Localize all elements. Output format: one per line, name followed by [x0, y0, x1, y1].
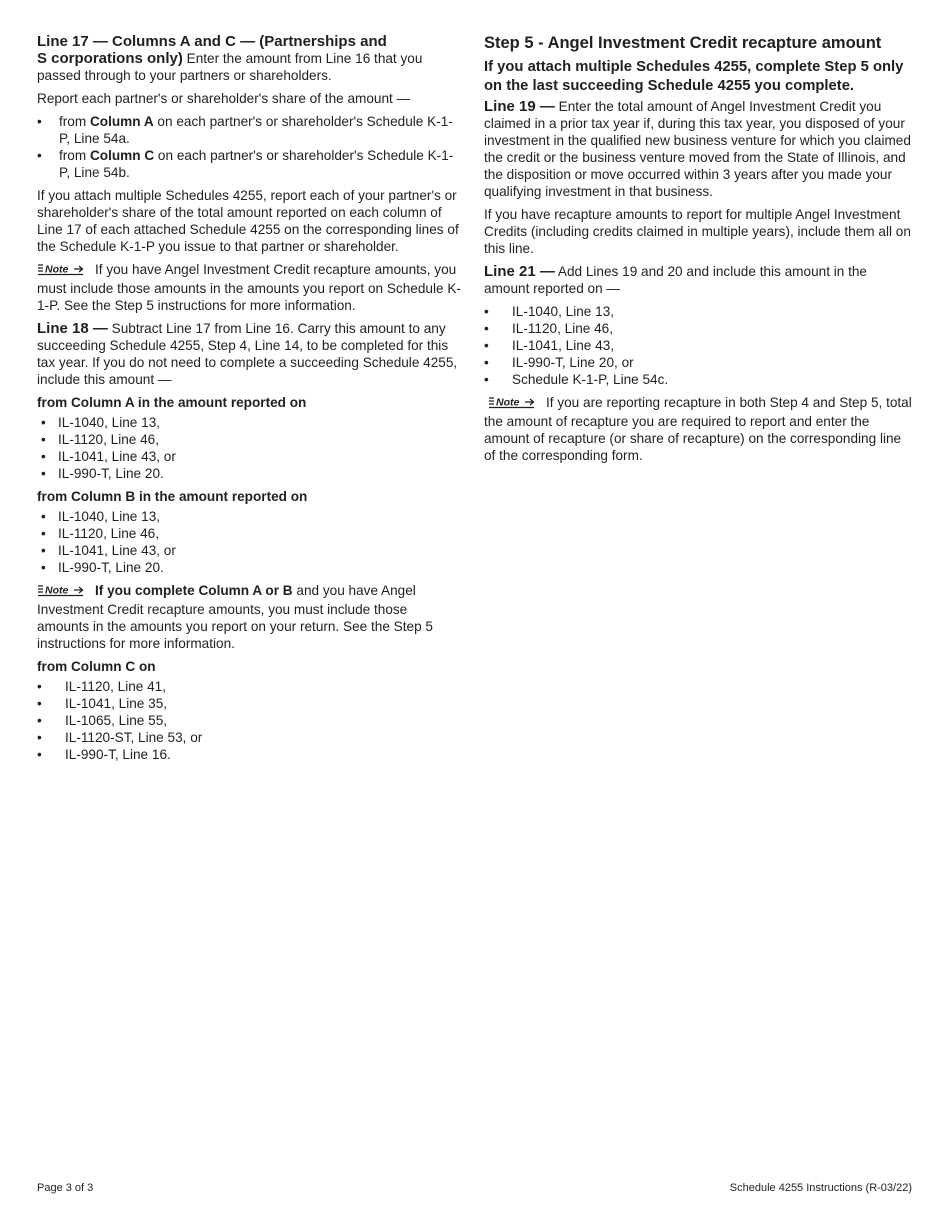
- line17-multi: If you attach multiple Schedules 4255, report each of your partner's or shareholder's share of the total amount reported on each column of Line 17 of each attached Schedule 4255 on the corresponding lines of the Schedule K-1-P you issue to that partner or shareholder.: [37, 188, 459, 254]
- line18-text: Subtract Line 17 from Line 16. Carry this amount to any succeeding Schedule 4255, Step 4, Line 14, to be completed for this tax year. If you do not need to complete a succeeding Schedule 4255, include this amount —: [37, 321, 458, 387]
- list-item: • IL-1120, Line 46,: [484, 320, 914, 337]
- col-a-list: [37, 414, 462, 482]
- list-item: • IL-1041, Line 43, or: [37, 448, 462, 465]
- step5-note: [484, 394, 914, 464]
- col-b-heading: from Column B in the amount reported on: [37, 489, 308, 504]
- line18-note-bold: If you complete Column A or B: [95, 583, 293, 598]
- line21-section: [484, 263, 914, 297]
- right-column: [484, 33, 914, 470]
- list-item: • IL-1041, Line 43, or: [37, 542, 462, 559]
- step5-title: Step 5 - Angel Investment Credit recapture amount: [484, 34, 882, 52]
- list-item: • IL-1065, Line 55,: [37, 712, 462, 729]
- list-item: • from Column A on each partner's or shareholder's Schedule K-1-P, Line 54a.: [37, 113, 462, 147]
- list-item: • IL-1120, Line 46,: [37, 431, 462, 448]
- page-number: Page 3 of 3: [37, 1182, 94, 1194]
- list-item: • IL-1040, Line 13,: [37, 414, 462, 431]
- list-item: • IL-1041, Line 35,: [37, 695, 462, 712]
- line17-heading: Line 17 — Columns A and C — (Partnerships and: [37, 33, 387, 50]
- line21-heading: Line 21 —: [484, 263, 555, 280]
- step5-note-text: If you are reporting recapture in both Step 4 and Step 5, total the amount of recapture you are required to report and enter the amount of recapture (or share of recapture) on the corresponding line of the corresponding form.: [484, 395, 912, 463]
- col-a-heading: from Column A in the amount reported on: [37, 395, 307, 410]
- list-item: • IL-990-T, Line 16.: [37, 746, 462, 763]
- line18-note: [37, 582, 462, 652]
- line21-text: Add Lines 19 and 20 and include this amount in the amount reported on —: [484, 264, 867, 296]
- line17-heading-cont: S corporations only): [37, 50, 183, 67]
- list-item: • IL-990-T, Line 20.: [37, 465, 462, 482]
- line19-multi: If you have recapture amounts to report for multiple Angel Investment Credits (including credits claimed in multiple years), include them all on this line.: [484, 207, 911, 256]
- list-item: • IL-1040, Line 13,: [37, 508, 462, 525]
- line21-list: [484, 303, 914, 388]
- list-item: • IL-1120, Line 41,: [37, 678, 462, 695]
- list-item: • IL-990-T, Line 20, or: [484, 354, 914, 371]
- line17-report-intro: Report each partner's or shareholder's share of the amount —: [37, 91, 411, 106]
- list-item: • IL-1120, Line 46,: [37, 525, 462, 542]
- line17-note-text: If you have Angel Investment Credit recapture amounts, you must include those amounts in the amounts you report on Schedule K-1-P. See the Step 5 instructions for more information.: [37, 262, 461, 313]
- svg-text:Note: Note: [45, 263, 69, 276]
- note-icon: [37, 262, 89, 280]
- line17-section: [37, 33, 462, 84]
- line19-heading: Line 19 —: [484, 98, 555, 115]
- list-item: • IL-1040, Line 13,: [484, 303, 914, 320]
- line18-note-text: and you have Angel Investment Credit recapture amounts, you must include those amounts in the amounts you report on your return. See the Step 5 instructions for more information.: [37, 583, 433, 651]
- note-icon: [488, 395, 540, 413]
- col-b-list: [37, 508, 462, 576]
- list-item: • Schedule K-1-P, Line 54c.: [484, 371, 914, 388]
- list-item: • from Column C on each partner's or shareholder's Schedule K-1-P, Line 54b.: [37, 147, 462, 181]
- left-column: [37, 33, 462, 769]
- form-id: Schedule 4255 Instructions (R-03/22): [729, 1182, 912, 1194]
- line17-bullets: [37, 113, 462, 181]
- col-c-list: [37, 678, 462, 763]
- line17-text: Enter the amount from Line 16 that you passed through to your partners or shareholders.: [37, 51, 423, 83]
- list-item: • IL-990-T, Line 20.: [37, 559, 462, 576]
- list-item: • IL-1041, Line 43,: [484, 337, 914, 354]
- svg-text:Note: Note: [496, 396, 520, 409]
- col-c-heading: from Column C on: [37, 659, 156, 674]
- step5-subtitle: If you attach multiple Schedules 4255, complete Step 5 only on the last succeeding Schedule 4255 you complete.: [484, 59, 904, 94]
- line17-note: [37, 261, 462, 314]
- svg-text:Note: Note: [45, 584, 69, 597]
- list-item: • IL-1120-ST, Line 53, or: [37, 729, 462, 746]
- line18-heading: Line 18 —: [37, 320, 108, 337]
- note-icon: [37, 583, 89, 601]
- line19-text: Enter the total amount of Angel Investment Credit you claimed in a prior tax year if, during this tax year, you disposed of your investment in the qualified new business venture for which you claimed the credit or the business venture moved from the State of Illinois, and the disposition or move occurred within 3 years after you made your qualifying investment in that business.: [484, 99, 911, 199]
- line18-section: [37, 320, 462, 388]
- line19-section: [484, 98, 914, 200]
